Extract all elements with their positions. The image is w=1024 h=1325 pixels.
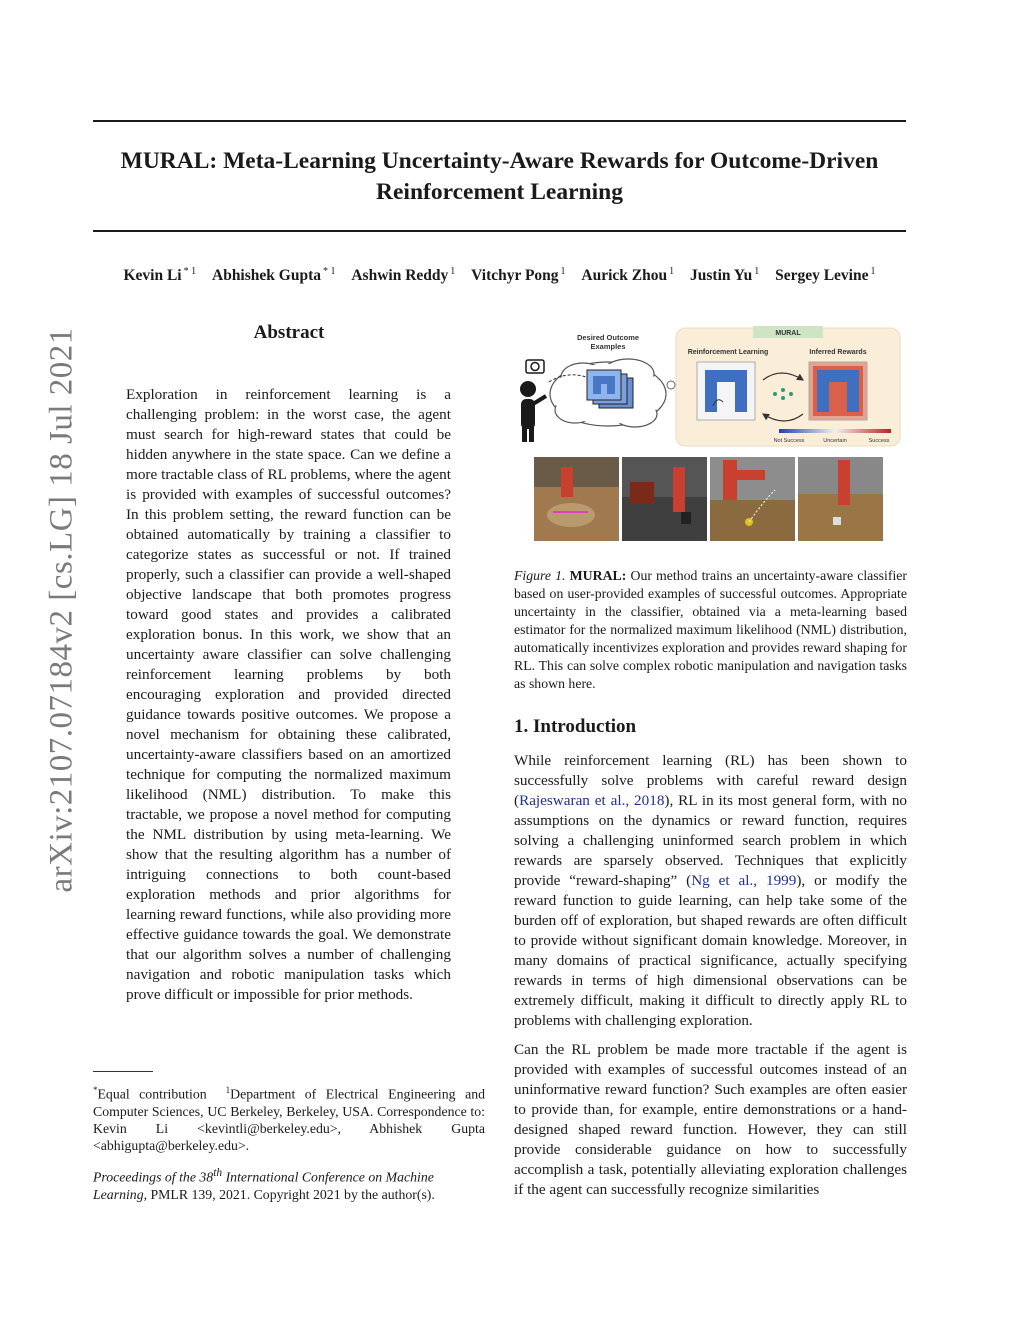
footnote: *Equal contribution $^1$Department of Electrical Engineering and Computer Sciences, UC Berkeley, Berkeley, USA. Correspondence to: Kevin Li <kevintli@berkeley.edu>, Abhishek Gupta <abhigupta@berkeley.edu>.	[93, 1085, 485, 1153]
camera-icon	[526, 360, 544, 373]
desired-outcome-label: Desired Outcome	[576, 333, 640, 342]
robot-photo-4	[798, 457, 883, 541]
author: Abhishek Gupta $^{* 1}$	[212, 266, 336, 284]
intro-paragraph-1: While reinforcement learning (RL) has been shown to successfully solve problems with careful reward design (Rajeswaran et al., 2018), RL in its most general form, with no assumptions on the dynamics or reward function, requires solving a challenging uninformed search problem in which rewards are sparsely observed. Techniques that explicitly provide “reward-shaping” (Ng et al., 1999), or modify the reward function to guide learning, can help take some of the burden off of exploration, but shaped rewards are often difficult to provide without significant domain knowledge. Moreover, in many domains of practical significance, actually specifying rewards in terms of high dimensional observations can be extremely difficult, making it difficult to directly apply RL to problems with challenging exploration.	[514, 752, 908, 1029]
abstract-heading: Abstract	[253, 322, 325, 343]
introduction-body	[514, 751, 907, 1209]
scale-left-label: Not Success	[773, 438, 805, 444]
uncertainty-colorbar	[779, 429, 891, 433]
paper-title: MURAL: Meta-Learning Uncertainty-Aware Rewards for Outcome-Driven Reinforcement Learning	[120, 148, 879, 205]
author: Sergey Levine $^1$	[775, 266, 876, 284]
outcome-example-stack	[587, 370, 633, 408]
section-heading-introduction: 1. Introduction	[514, 716, 637, 737]
citation-link[interactable]: Rajeswaran et al., 2018	[519, 792, 665, 809]
maze-left	[697, 362, 755, 420]
figure-1	[513, 322, 906, 572]
citation-link[interactable]: Ng et al., 1999	[691, 872, 797, 889]
scale-mid-label: Uncertain	[823, 438, 847, 444]
examples-label: Examples	[590, 342, 626, 351]
arxiv-stamp: arXiv:2107.07184v2 [cs.LG] 18 Jul 2021	[43, 327, 80, 893]
person-icon	[520, 381, 546, 442]
abstract-text: Exploration in reinforcement learning is a challenging problem: in the worst case, the agent must search for high-reward states that could be hidden anywhere in the state space. Can we define a more tractable class of RL problems, where the agent is provided with examples of successful outcomes? In this problem setting, the reward function can be obtained automatically by training a classifier to categorize states as successful or not. If trained properly, such a classifier can provide a well-shaped objective landscape that both promotes progress toward good states and provides a calibrated exploration bonus. In this work, we show that an uncertainty aware classifier can solve challenging reinforcement learning problems by both encouraging exploration and provided directed guidance towards positive outcomes. We propose a novel mechanism for obtaining these calibrated, uncertainty-aware classifiers based on an amortized technique for computing the normalized maximum likelihood (NML) distribution. To make this tractable, we propose a novel method for computing the NML distribution by using meta-learning. We show that the resulting algorithm has a number of intriguing connections to both count-based exploration methods and prior algorithms for learning reward functions, while also providing more effective guidance towards the goal. We demonstrate that our algorithm solves a number of challenging navigation and robotic manipulation tasks which prove difficult or impossible for prior methods.	[126, 386, 451, 1003]
robot-photo-2	[622, 457, 707, 541]
author: Vitchyr Pong $^1$	[471, 266, 566, 284]
robot-photo-1	[534, 457, 619, 541]
footnote-rule	[93, 1071, 153, 1072]
mural-label: MURAL	[775, 330, 801, 337]
proceedings-note: Proceedings of the 38th International Conference on Machine Learning, PMLR 139, 2021. Copyright 2021 by the author(s).	[93, 1167, 435, 1202]
author-list	[93, 266, 906, 285]
intro-paragraph-2: Can the RL problem be made more tractable if the agent is provided with examples of successful outcomes instead of an uninformative reward function? Such examples are often easier to provide than, for example, entire demonstrations or a hand-designed shaped reward function. However, they can still provide considerable guidance on how to successfully accomplish a task, potentially alleviating exploration challenges if the agent can successfully recognize similarities	[514, 1041, 907, 1198]
author: Justin Yu $^1$	[690, 266, 760, 284]
robot-photo-3	[710, 457, 795, 541]
author: Ashwin Reddy $^1$	[351, 266, 456, 284]
scale-right-label: Success	[868, 438, 890, 444]
rl-label: Reinforcement Learning	[687, 349, 769, 356]
figure-1-caption: Figure 1. MURAL: Our method trains an uncertainty-aware classifier based on user-provided examples of successful outcomes. Appropriate uncertainty in the classifier, obtained via a meta-learning based estimator for the normalized maximum likelihood (NML) distribution, automatically incentivizes exploration and provides reward shaping for RL. This can solve complex robotic manipulation and navigation tasks as shown here.	[514, 568, 907, 691]
author: Kevin Li $^{* 1}$	[123, 266, 197, 284]
figure-1-graphic	[513, 322, 906, 572]
title-top-rule	[93, 120, 906, 122]
author: Aurick Zhou $^1$	[581, 266, 675, 284]
inferred-rewards-label: Inferred Rewards	[809, 349, 867, 356]
title-bottom-rule	[93, 230, 906, 232]
maze-right	[809, 362, 867, 420]
